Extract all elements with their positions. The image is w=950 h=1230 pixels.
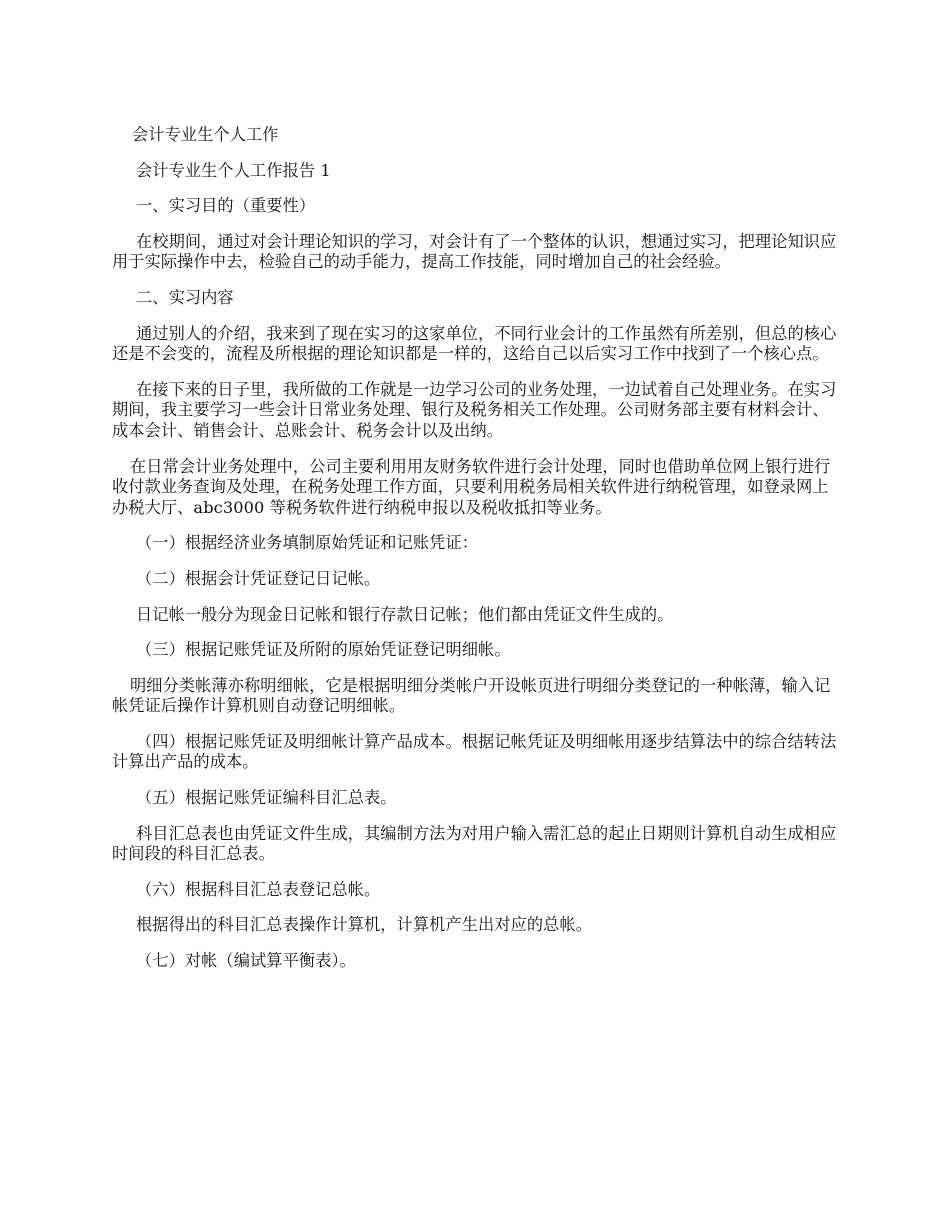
- paragraph: 日记帐一般分为现金日记帐和银行存款日记帐；他们都由凭证文件生成的。: [136, 604, 674, 624]
- section-heading: 一、实习目的（重要性）: [136, 196, 316, 216]
- paragraph: 通过别人的介绍，我来到了现在实习的这家单位，不同行业会计的工作虽然有所差别，但总的核心还是不会变的，流程及所根据的理论知识都是一样的，这给自己以后实习工作中找到了一个核心点。: [112, 323, 837, 364]
- report-title: 会计专业生个人工作报告 1: [136, 160, 331, 180]
- list-item: （二）根据会计凭证登记日记帐。: [136, 568, 381, 588]
- document-title: 会计专业生个人工作: [132, 125, 279, 144]
- paragraph: 在接下来的日子里，我所做的工作就是一边学习公司的业务处理，一边试着自己处理业务。在实习期间，我主要学习一些会计日常业务处理、银行及税务相关工作处理。公司财务部主要有材料会计、成本会计、销售会计、总账会计、税务会计以及出纳。: [112, 379, 837, 440]
- paragraph: 明细分类帐薄亦称明细帐，它是根据明细分类帐户开设帐页进行明细分类登记的一种帐薄，输入记帐凭证后操作计算机则自动登记明细帐。: [112, 675, 831, 716]
- list-item: （七）对帐（编试算平衡表）。: [136, 951, 356, 971]
- paragraph: 在日常会计业务处理中，公司主要利用用友财务软件进行会计处理，同时也借助单位网上银行进行收付款业务查询及处理，在税务处理工作方面，只要利用税务局相关软件进行纳税管理，如登录网上办税大厅、abc3000 等税务软件进行纳税申报以及税收抵扣等业务。: [112, 456, 831, 517]
- paragraph: 根据得出的科目汇总表操作计算机，计算机产生出对应的总帐。: [136, 915, 593, 935]
- list-item: （六）根据科目汇总表登记总帐。: [136, 879, 381, 899]
- paragraph: 科目汇总表也由凭证文件生成，其编制方法为对用户输入需汇总的起止日期则计算机自动生成相应时间段的科目汇总表。: [112, 823, 837, 864]
- document-body: [112, 125, 840, 987]
- section-heading: 二、实习内容: [136, 287, 234, 307]
- list-item: （三）根据记账凭证及所附的原始凭证登记明细帐。: [136, 640, 511, 660]
- paragraph: 在校期间，通过对会计理论知识的学习，对会计有了一个整体的认识，想通过实习，把理论知识应用于实际操作中去，检验自己的动手能力，提高工作技能，同时增加自己的社会经验。: [112, 231, 837, 272]
- list-item: （五）根据记账凭证编科目汇总表。: [136, 788, 397, 808]
- list-item: （一）根据经济业务填制原始凭证和记账凭证：: [136, 533, 479, 553]
- list-item: （四）根据记账凭证及明细帐计算产品成本。根据记帐凭证及明细帐用逐步结算法中的综合结转法计算出产品的成本。: [112, 731, 837, 772]
